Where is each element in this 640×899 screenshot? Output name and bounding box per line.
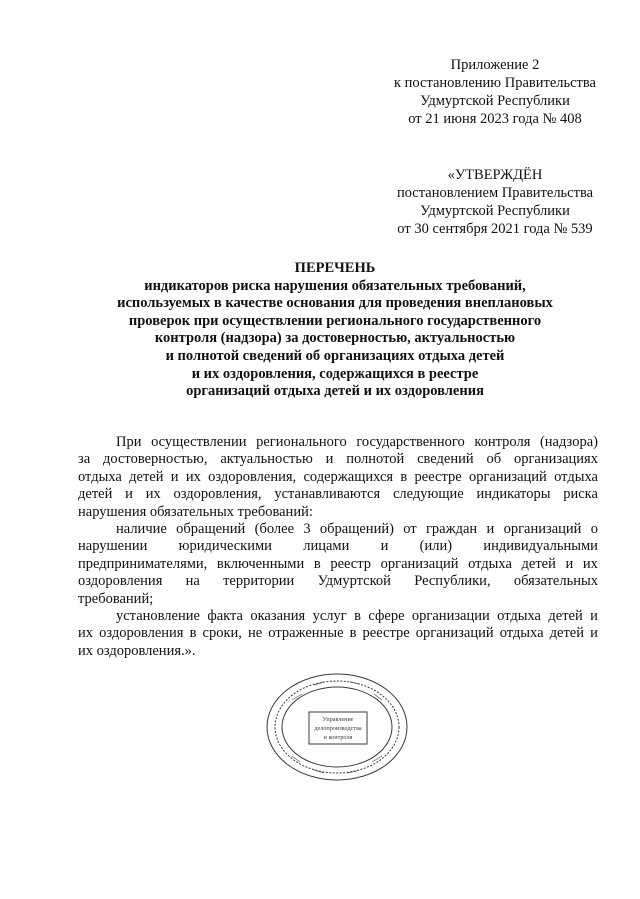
body-line — [78, 469, 598, 486]
title-line: и их оздоровления, содержащихся в реестре — [191, 365, 479, 382]
body-word: оказания — [250, 608, 306, 625]
body-word: в — [354, 608, 361, 625]
appendix-line: Приложение 2 — [450, 57, 540, 73]
body-word: детей — [521, 555, 556, 572]
svg-text:делопроизводства: делопроизводства — [314, 725, 362, 732]
appendix-line: от 21 июня 2023 года № 408 — [408, 111, 582, 127]
body-word: за — [78, 451, 91, 468]
paragraph-indicator-1 — [78, 521, 598, 608]
body-word: граждан — [425, 521, 478, 538]
body-word: оздоровления, — [208, 468, 297, 485]
title-heading: ПЕРЕЧЕНЬ — [294, 260, 376, 276]
body-word: и — [170, 468, 179, 485]
body-word: лицами — [303, 538, 350, 555]
body-word: сведений — [417, 451, 474, 468]
body-word: их — [145, 486, 161, 503]
body-word: государственного — [356, 434, 465, 450]
body-line — [78, 556, 598, 573]
body-word: и — [380, 538, 389, 555]
body-word: отдыха — [78, 468, 122, 485]
body-word: о — [590, 521, 598, 538]
body-word: их — [185, 468, 201, 485]
body-word: При — [116, 434, 142, 450]
body-word: риска — [563, 486, 598, 503]
body-word: регионального — [256, 434, 347, 450]
approval-line: от 30 сентября 2021 года № 539 — [397, 221, 593, 237]
body-word: (более — [254, 521, 295, 538]
body-word: об — [486, 451, 502, 468]
body-line — [78, 573, 598, 590]
body-word: детей — [549, 625, 584, 642]
body-word: полнотой — [346, 451, 405, 468]
body-word: (надзора) — [539, 434, 598, 450]
body-word: реестре — [414, 468, 462, 485]
body-word: не — [247, 625, 263, 642]
title-line: проверок при осуществлении регионального государственного — [128, 312, 542, 329]
document-body — [78, 434, 598, 660]
body-word: организаций — [415, 625, 494, 642]
body-word: актуальностью — [220, 451, 313, 468]
svg-text:Управление: Управление — [322, 716, 354, 723]
title-line: используемых в качестве основания для проведения внеплановых — [117, 295, 553, 312]
body-word: установление — [116, 608, 200, 625]
body-word: на — [185, 573, 200, 590]
body-word: индикаторы — [476, 486, 551, 503]
title-line: контроля (надзора) за достоверностью, актуальностью — [154, 330, 516, 347]
body-word: оздоровления, — [173, 486, 262, 503]
title-line: индикаторов риска нарушения обязательных требований, — [144, 277, 526, 294]
body-word: и — [125, 486, 133, 503]
body-word: и — [565, 555, 574, 572]
approval-line: постановлением Правительства — [396, 185, 594, 201]
body-word: сфере — [368, 608, 405, 625]
body-word: юридическими — [178, 538, 272, 555]
title-line: и полнотой сведений об организациях отдыха детей — [165, 347, 505, 364]
body-word: и — [590, 608, 598, 625]
body-word: территории — [223, 573, 295, 590]
body-word: обращений — [176, 521, 246, 538]
body-word: оздоровления — [99, 625, 184, 642]
body-word: их — [582, 555, 598, 572]
body-word: достоверностью, — [103, 451, 208, 468]
body-word: оздоровления — [78, 573, 163, 590]
body-word: в — [313, 555, 321, 572]
body-word: детей — [78, 486, 113, 503]
body-word: отраженные — [268, 625, 344, 642]
body-line — [78, 608, 598, 625]
body-line — [78, 434, 598, 451]
body-word: отдыха — [497, 608, 541, 625]
body-word: отдыха — [499, 625, 544, 642]
body-word: индивидуальными — [483, 538, 598, 555]
body-word: реестре — [362, 625, 410, 642]
body-word: предпринимателями, — [78, 555, 208, 572]
body-word: контроля — [474, 434, 531, 450]
body-word: в — [349, 625, 357, 642]
body-word: (или) — [419, 538, 453, 555]
body-line — [78, 625, 598, 642]
body-word: включенными — [216, 555, 305, 572]
body-word: и — [486, 521, 495, 538]
body-word: 3 — [303, 521, 311, 538]
body-word: реестр — [330, 555, 372, 572]
body-word: Республики, — [414, 573, 491, 590]
body-word: сроки, — [202, 625, 242, 642]
document-title — [80, 260, 590, 401]
body-word: и — [590, 625, 598, 642]
body-word: отдыха — [468, 555, 512, 572]
body-word: наличие — [116, 521, 167, 538]
official-seal-stamp — [262, 670, 412, 785]
body-line: нарушения обязательных требований: — [78, 503, 313, 520]
paragraph-intro — [78, 434, 598, 521]
body-line — [78, 451, 598, 468]
body-word: от — [403, 521, 417, 538]
body-word: в — [189, 625, 197, 642]
body-line: их оздоровления.». — [78, 642, 196, 659]
body-line — [78, 521, 598, 538]
body-word: следующие — [392, 486, 464, 503]
body-word: в — [400, 468, 408, 485]
body-word: осуществлении — [151, 434, 247, 450]
approval-block — [370, 166, 620, 238]
body-word: отдыха — [554, 468, 598, 485]
appendix-line: Удмуртской Республики — [420, 93, 570, 109]
body-word: детей — [129, 468, 164, 485]
body-word: нарушении — [78, 538, 148, 555]
title-line: организаций отдыха детей и их оздоровления — [186, 383, 484, 400]
body-word: услуг — [312, 608, 347, 625]
body-word: организаций — [380, 555, 459, 572]
body-word: Удмуртской — [317, 573, 391, 590]
body-word: обращений) — [319, 521, 394, 538]
body-word: устанавливаются — [274, 486, 381, 503]
body-word: их — [78, 625, 94, 642]
body-word: и — [325, 451, 334, 468]
body-word: содержащихся — [303, 468, 394, 485]
body-line: требований; — [78, 590, 154, 607]
paragraph-indicator-2 — [78, 608, 598, 660]
body-word: организациях — [513, 451, 598, 468]
body-word: факта — [207, 608, 243, 625]
body-line — [78, 538, 598, 555]
body-word: детей — [548, 608, 583, 625]
appendix-header — [370, 56, 620, 128]
svg-text:и контроля: и контроля — [323, 734, 353, 741]
approval-line: «УТВЕРЖДЁН — [447, 167, 543, 183]
body-word: организаций — [468, 468, 547, 485]
body-word: организации — [411, 608, 490, 625]
body-line — [78, 486, 598, 503]
body-word: организаций — [503, 521, 582, 538]
approval-line: Удмуртской Республики — [420, 203, 570, 219]
appendix-line: к постановлению Правительства — [394, 75, 596, 91]
body-word: обязательных — [513, 573, 598, 590]
